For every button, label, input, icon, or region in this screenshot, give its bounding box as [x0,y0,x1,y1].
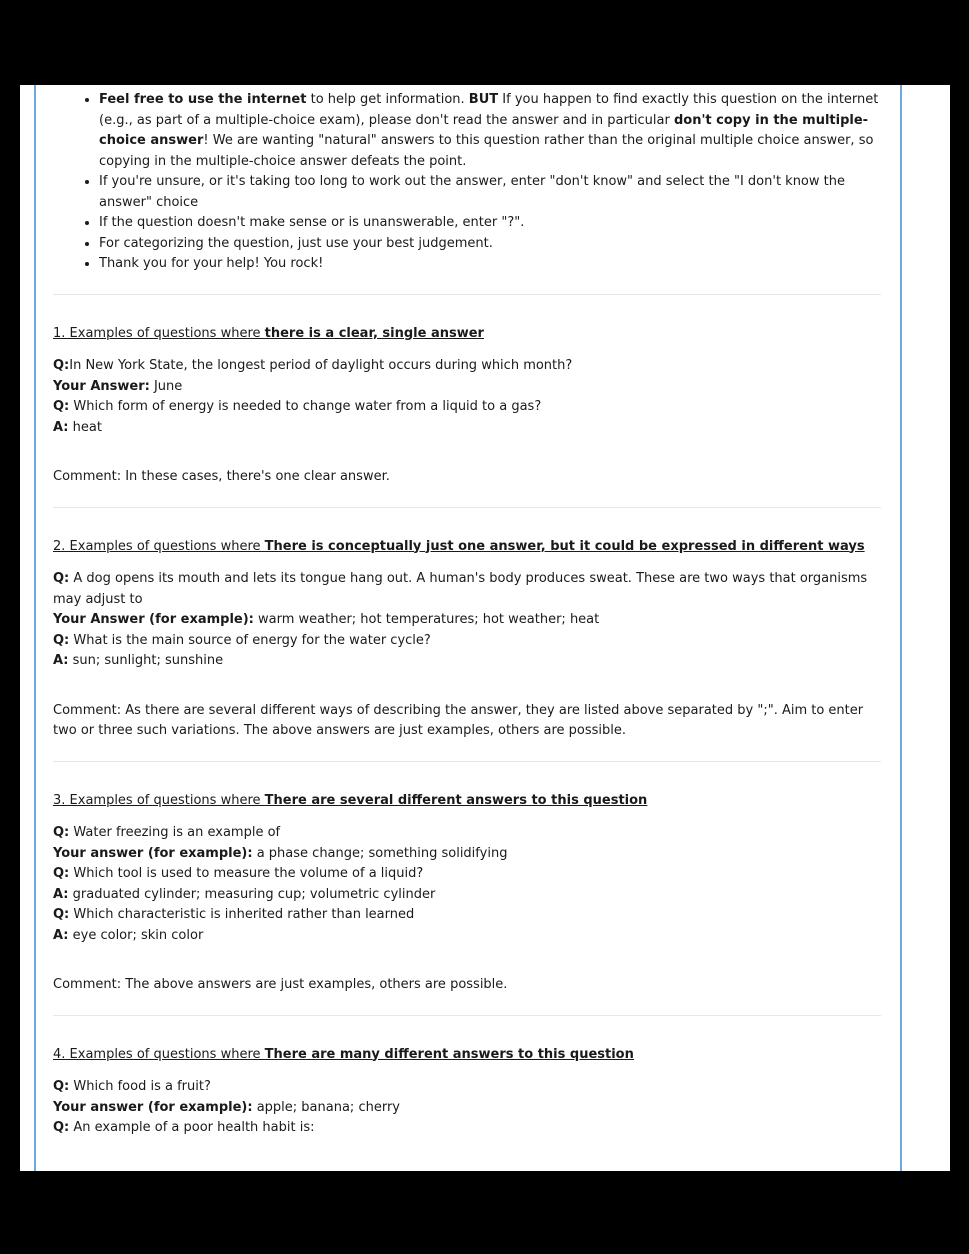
bullet-item-unsure [99,172,881,213]
qa-text: In New York State, the longest period of daylight occurs during which month? [69,358,573,373]
bullet-item-nonsense [99,213,881,234]
bullet-item-internet [99,90,881,172]
qa-label: A: [53,653,69,668]
qa-line [53,905,881,926]
heading-prefix: 2. Examples of questions where [53,538,265,554]
section-1-qa-block [53,356,881,438]
qa-line [53,418,881,439]
section-divider [53,1015,881,1016]
heading-prefix: 1. Examples of questions where [53,325,265,341]
qa-text: Water freezing is an example of [69,825,281,840]
section-2-comment: Comment: As there are several different ways of describing the answer, they are listed above separated by ";". Aim to enter two or three such variations. The above answers are just examples, others are possible. [53,702,864,738]
qa-label: Q: [53,866,70,881]
qa-text: An example of a poor health habit is: [69,1120,315,1135]
bullet-bold-segment: Feel free to use the internet [99,92,307,107]
content-frame [34,85,902,1171]
heading-bold: there is a clear, single answer [264,325,484,341]
section-2-qa-block [53,569,881,672]
section-4-heading [53,1045,881,1066]
qa-line [53,864,881,885]
qa-text: warm weather; hot temperatures; hot weather; heat [253,612,600,627]
bullet-text: For categorizing the question, just use your best judgement. [99,235,493,251]
qa-text: Which form of energy is needed to change water from a liquid to a gas? [69,399,542,414]
section-4 [53,1045,881,1139]
qa-text: apple; banana; cherry [252,1099,400,1115]
qa-label: Q: [53,358,70,373]
qa-label: A: [53,886,69,902]
qa-line [53,651,881,672]
section-3-heading [53,791,881,812]
bullet-text: Thank you for your help! You rock! [99,256,324,271]
section-1 [53,324,881,488]
bullet-text-segment: If you happen to find exactly this question on the internet (e.g., as part of a multiple-choice exam), please don't read the answer and in particular [99,92,879,128]
bullet-text: If you're unsure, or it's taking too long to work out the answer, enter "don't know" and select the "I don't know the answer" choice [99,174,845,210]
qa-label: Your answer (for example): [53,1099,253,1115]
section-3 [53,791,881,996]
qa-label: Q: [53,571,70,586]
section-divider [53,507,881,508]
qa-label: Your Answer (for example): [53,612,254,627]
qa-line [53,356,881,377]
qa-line [53,885,881,906]
bullet-item-categorizing [99,234,881,255]
heading-prefix: 3. Examples of questions where [53,792,265,808]
qa-label: Q: [53,825,70,840]
section-divider [53,761,881,762]
qa-label: Q: [53,632,70,648]
qa-text: A dog opens its mouth and lets its tongue hang out. A human's body produces sweat. These are two ways that organisms may adjust to [53,571,868,607]
section-4-qa-block [53,1077,881,1139]
qa-line [53,926,881,947]
qa-line [53,377,881,398]
heading-bold: There are several different answers to this question [264,792,648,808]
qa-label: A: [53,927,69,943]
qa-text: June [149,378,183,394]
qa-line [53,610,881,631]
qa-text: graduated cylinder; measuring cup; volumetric cylinder [68,886,436,902]
bullet-bold-segment: BUT [468,92,499,107]
qa-label: Q: [53,1120,70,1135]
qa-text: Which food is a fruit? [69,1079,211,1094]
section-1-comment: Comment: In these cases, there's one clear answer. [53,469,390,484]
qa-text: Which tool is used to measure the volume of a liquid? [69,866,424,881]
section-divider [53,294,881,295]
qa-text: heat [68,419,102,435]
qa-line [53,631,881,652]
intro-bullet-list [53,90,881,275]
section-2-heading [53,537,881,558]
qa-text: a phase change; something solidifying [252,845,508,861]
qa-line [53,844,881,865]
instructions-page [20,85,950,1171]
qa-label: Your Answer: [53,378,150,394]
qa-label: A: [53,419,69,435]
section-3-comment: Comment: The above answers are just examples, others are possible. [53,977,508,992]
qa-label: Q: [53,1079,70,1094]
heading-bold: There are many different answers to this question [264,1046,634,1062]
section-1-heading [53,324,881,345]
qa-line [53,823,881,844]
heading-bold: There is conceptually just one answer, but it could be expressed in different ways [264,538,865,554]
qa-line [53,1077,881,1098]
bullet-text-segment: ! We are wanting "natural" answers to this question rather than the original multiple choice answer, so copying in the multiple-choice answer defeats the point. [99,133,874,169]
bullet-text-segment: to help get information. [306,92,469,107]
qa-label: Your answer (for example): [53,845,253,861]
bullet-bold-segment: don't copy in the multiple-choice answer [99,112,869,148]
bullet-text: If the question doesn't make sense or is unanswerable, enter "?". [99,215,525,230]
qa-text: sun; sunlight; sunshine [68,653,224,668]
section-3-qa-block [53,823,881,946]
qa-line [53,1098,881,1119]
qa-line [53,397,881,418]
qa-text: What is the main source of energy for the water cycle? [69,632,431,648]
bullet-item-thanks [99,254,881,275]
section-2 [53,537,881,742]
heading-prefix: 4. Examples of questions where [53,1046,265,1062]
qa-text: Which characteristic is inherited rather than learned [69,907,415,922]
qa-line [53,1118,881,1139]
qa-text: eye color; skin color [68,927,204,943]
qa-label: Q: [53,907,70,922]
qa-label: Q: [53,399,70,414]
qa-line [53,569,881,610]
